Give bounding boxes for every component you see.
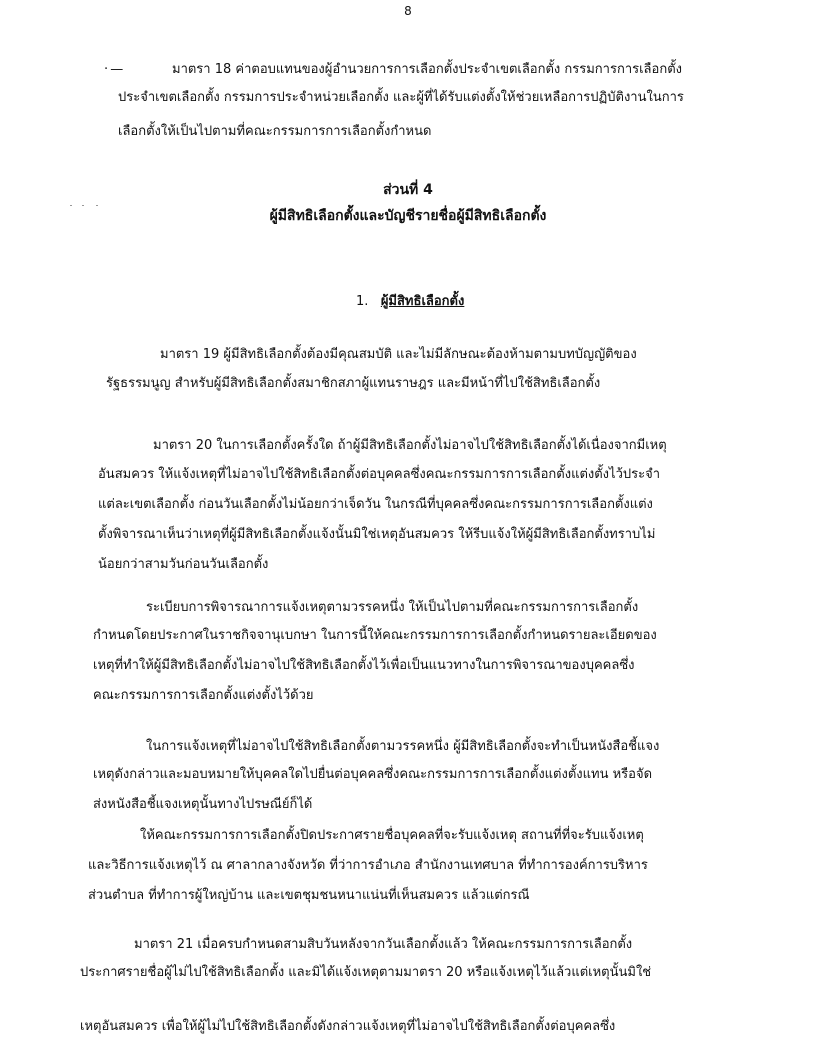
- part-title: ผู้มีสิทธิเลือกตั้งและบัญชีรายชื่อผู้มีสิทธิเลือกตั้ง: [269, 208, 547, 224]
- section-20-line-5: น้อยกว่าสามวันก่อนวันเลือกตั้ง: [98, 557, 269, 572]
- section-21-line-3: เหตุอันสมควร เพื่อให้ผู้ไม่ไปใช้สิทธิเลือกตั้งดังกล่าวแจ้งเหตุที่ไม่อาจไปใช้สิทธิเลือกตั้งต่อบุคคลซึ่ง: [80, 1019, 616, 1034]
- part-number: ส่วนที่ 4: [383, 182, 433, 198]
- para-3-line-1: ในการแจ้งเหตุที่ไม่อาจไปใช้สิทธิเลือกตั้งตามวรรคหนึ่ง ผู้มีสิทธิเลือกตั้งจะทำเป็นหนังสือชี้แจง: [146, 739, 660, 754]
- margin-mark: · —: [104, 62, 123, 77]
- para-3-line-2: เหตุดังกล่าวและมอบหมายให้บุคคลใดไปยื่นต่อบุคคลซึ่งคณะกรรมการการเลือกตั้งแต่งตั้งแทน หรือจัด: [93, 767, 653, 782]
- section-20-line-1: มาตรา 20 ในการเลือกตั้งครั้งใด ถ้าผู้มีสิทธิเลือกตั้งไม่อาจไปใช้สิทธิเลือกตั้งได้เนื่องจากมีเหตุ: [153, 438, 667, 453]
- para-2-line-3: เหตุที่ทำให้ผู้มีสิทธิเลือกตั้งไม่อาจไปใช้สิทธิเลือกตั้งไว้เพื่อเป็นแนวทางในการพิจารณาของบุคคลซึ่ง: [93, 658, 635, 673]
- subheading-title: ผู้มีสิทธิเลือกตั้ง: [380, 294, 465, 309]
- para-2-line-1: ระเบียบการพิจารณาการแจ้งเหตุตามวรรคหนึ่ง ให้เป็นไปตามที่คณะกรรมการการเลือกตั้ง: [146, 600, 639, 615]
- para-2-line-2: กำหนดโดยประกาศในราชกิจจานุเบกษา ในการนี้ให้คณะกรรมการการเลือกตั้งกำหนดรายละเอียดของ: [93, 628, 657, 643]
- para-4-line-2: และวิธีการแจ้งเหตุไว้ ณ ศาลากลางจังหวัด ที่ว่าการอำเภอ สำนักงานเทศบาล ที่ทำการองค์การบริหาร: [88, 858, 648, 873]
- section-20-line-4: ตั้งพิจารณาเห็นว่าเหตุที่ผู้มีสิทธิเลือกตั้งแจ้งนั้นมิใช่เหตุอันสมควร ให้รีบแจ้งให้ผู้มีสิทธิเลือกตั้งทราบไม่: [98, 527, 656, 542]
- section-20-line-2: อันสมควร ให้แจ้งเหตุที่ไม่อาจไปใช้สิทธิเลือกตั้งต่อบุคคลซึ่งคณะกรรมการการเลือกตั้งแต่งตั้งไว้ประจำ: [98, 467, 660, 482]
- page-number: 8: [404, 4, 412, 18]
- para-2-line-4: คณะกรรมการการเลือกตั้งแต่งตั้งไว้ด้วย: [93, 688, 314, 703]
- section-20-line-3: แต่ละเขตเลือกตั้ง ก่อนวันเลือกตั้งไม่น้อยกว่าเจ็ดวัน ในกรณีที่บุคคลซึ่งคณะกรรมการการเลือกตั้งแต่ง: [98, 497, 653, 512]
- section-21-line-1: มาตรา 21 เมื่อครบกำหนดสามสิบวันหลังจากวันเลือกตั้งแล้ว ให้คณะกรรมการการเลือกตั้ง: [134, 937, 633, 952]
- subheading-number: 1.: [356, 294, 369, 309]
- section-18-line-3: เลือกตั้งให้เป็นไปตามที่คณะกรรมการการเลือกตั้งกำหนด: [118, 124, 432, 139]
- section-18-line-2: ประจำเขตเลือกตั้ง กรรมการประจำหน่วยเลือกตั้ง และผู้ที่ได้รับแต่งตั้งให้ช่วยเหลือการปฏิบัติงานในการ: [118, 90, 684, 105]
- para-4-line-1: ให้คณะกรรมการการเลือกตั้งปิดประกาศรายชื่อบุคคลที่จะรับแจ้งเหตุ สถานที่ที่จะรับแจ้งเหตุ: [140, 828, 644, 843]
- section-19-line-2: รัฐธรรมนูญ สำหรับผู้มีสิทธิเลือกตั้งสมาชิกสภาผู้แทนราษฎร และมีหน้าที่ไปใช้สิทธิเลือกตั้ง: [106, 376, 601, 391]
- para-3-line-3: ส่งหนังสือชี้แจงเหตุนั้นทางไปรษณีย์ก็ได้: [93, 797, 313, 812]
- para-4-line-3: ส่วนตำบล ที่ทำการผู้ใหญ่บ้าน และเขตชุมชนหนาแน่นที่เห็นสมควร แล้วแต่กรณี: [88, 888, 530, 903]
- subheading: [356, 292, 464, 312]
- section-21-line-2: ประกาศรายชื่อผู้ไม่ไปใช้สิทธิเลือกตั้ง และมิได้แจ้งเหตุตามมาตรา 20 หรือแจ้งเหตุไว้แล้วแต่เหตุนั้นมิใช่: [80, 965, 652, 980]
- section-18-line-1: มาตรา 18 ค่าตอบแทนของผู้อำนวยการการเลือกตั้งประจำเขตเลือกตั้ง กรรมการการเลือกตั้ง: [172, 62, 682, 77]
- section-19-line-1: มาตรา 19 ผู้มีสิทธิเลือกตั้งต้องมีคุณสมบัติ และไม่มีลักษณะต้องห้ามตามบทบัญญัติของ: [160, 347, 637, 362]
